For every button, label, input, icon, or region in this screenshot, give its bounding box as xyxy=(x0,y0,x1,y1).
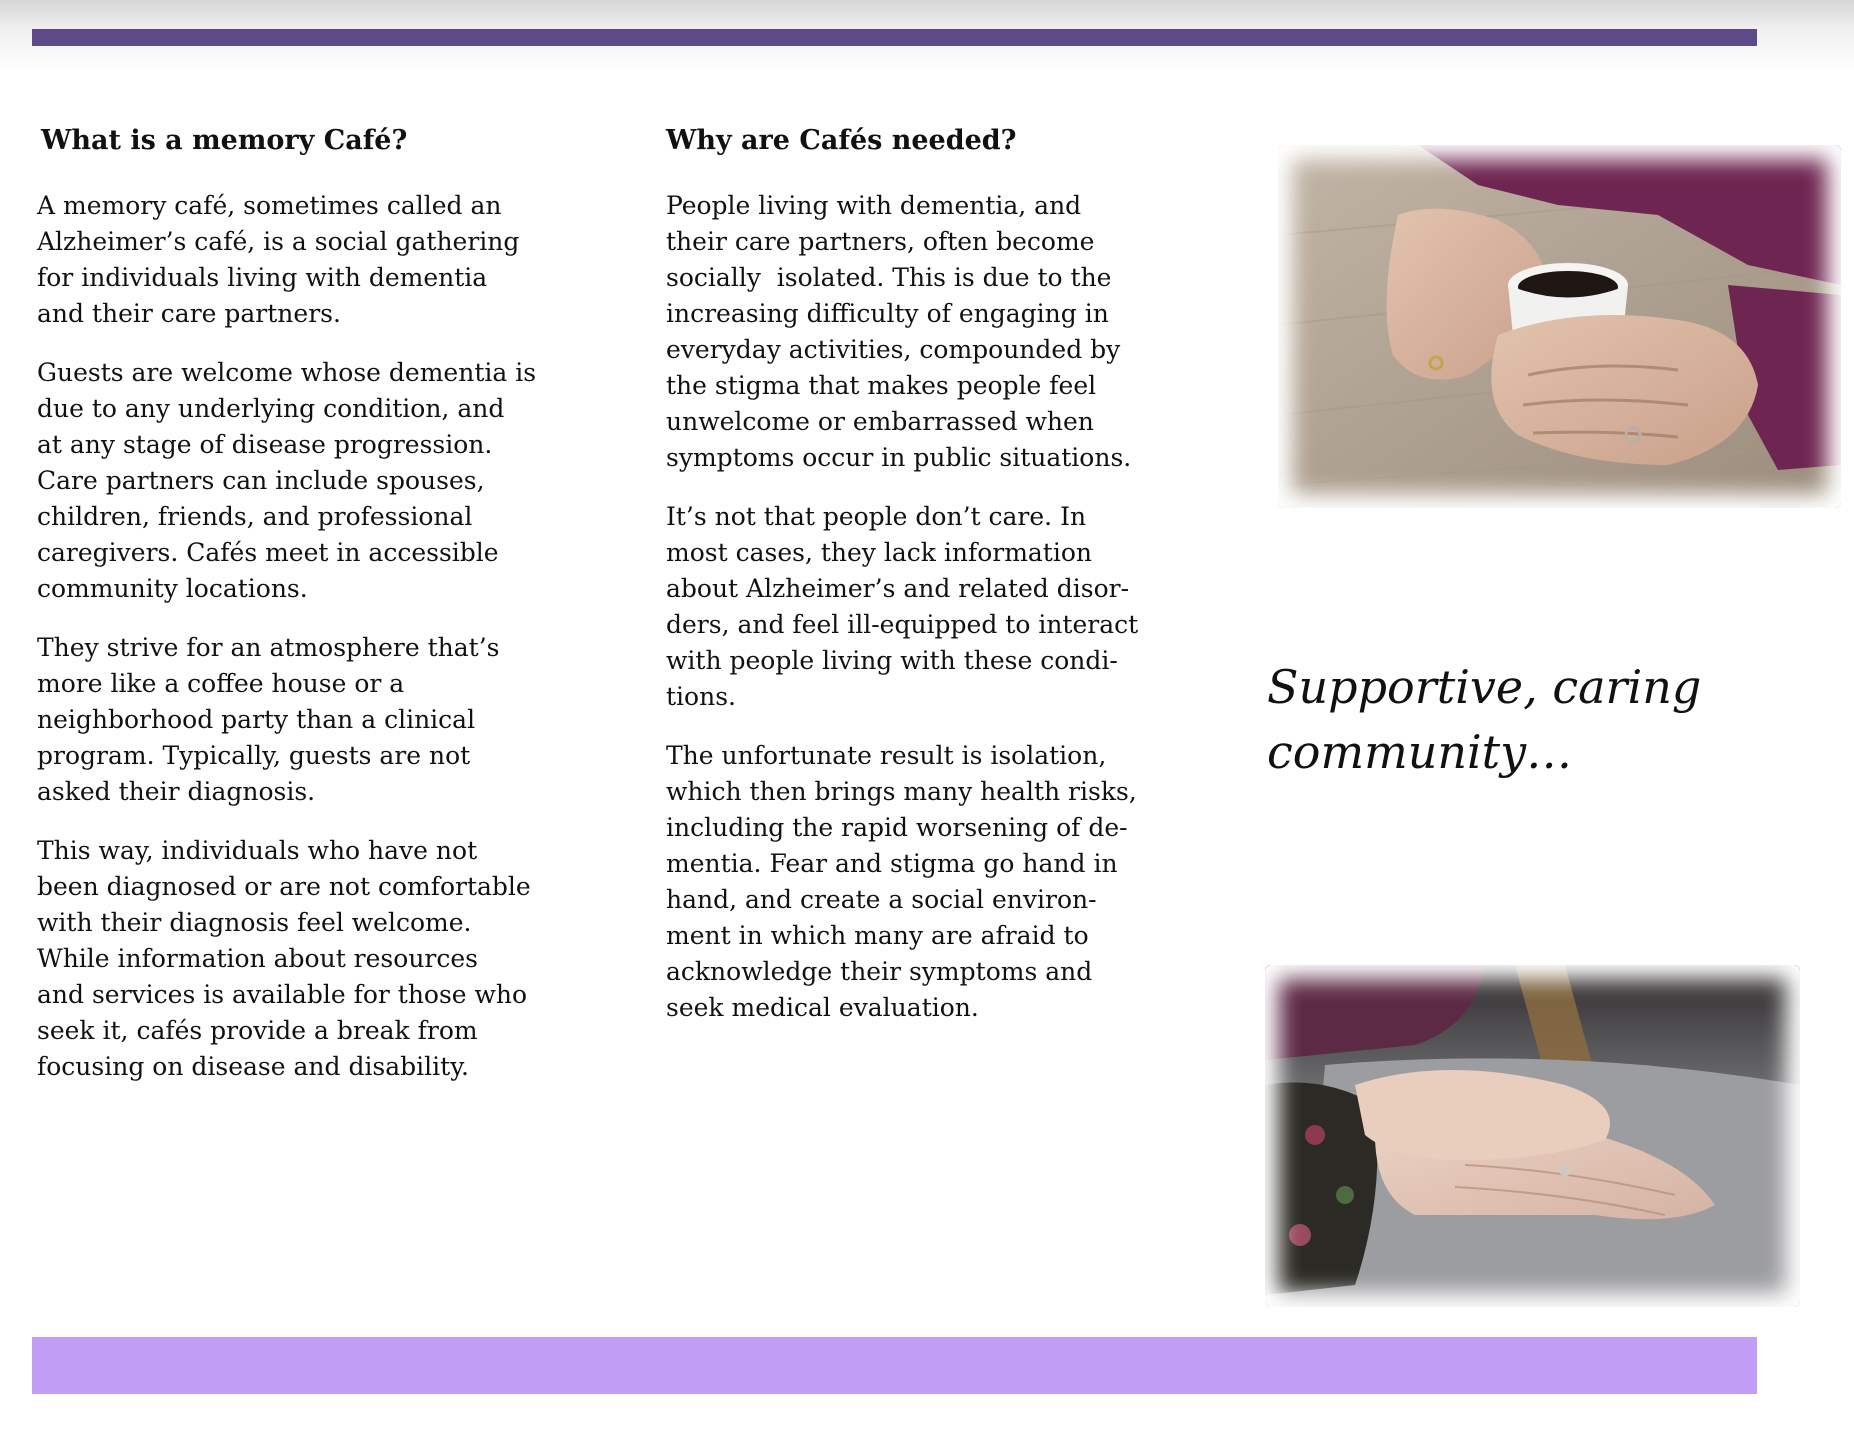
text-line: While information about resources xyxy=(37,944,478,973)
bottom-accent-bar xyxy=(32,1337,1757,1394)
coffee-photo-illustration xyxy=(1278,145,1841,508)
text-line: with people living with these condi- xyxy=(666,646,1118,675)
paragraph xyxy=(37,630,557,810)
text-line: hand, and create a social environ- xyxy=(666,885,1097,914)
text-line: most cases, they lack information xyxy=(666,538,1093,567)
text-line: program. Typically, guests are not xyxy=(37,741,471,770)
text-line: about Alzheimer’s and related disor- xyxy=(666,574,1130,603)
paragraph xyxy=(666,499,1146,715)
photo-comforting-hands xyxy=(1265,965,1800,1307)
paragraph xyxy=(37,188,557,332)
paragraph xyxy=(37,355,557,607)
text-line: seek it, cafés provide a break from xyxy=(37,1016,478,1045)
text-line: Guests are welcome whose dementia is xyxy=(37,358,537,387)
section-heading-why-needed: Why are Cafés needed? xyxy=(666,125,1017,156)
paragraph xyxy=(666,188,1146,476)
text-line: A memory café, sometimes called an xyxy=(37,191,502,220)
text-line: Care partners can include spouses, xyxy=(37,466,485,495)
text-line: caregivers. Cafés meet in accessible xyxy=(37,538,499,567)
text-line: unwelcome or embarrassed when xyxy=(666,407,1094,436)
text-line: everyday activities, compounded by xyxy=(666,335,1121,364)
tagline xyxy=(1267,655,1827,785)
text-line: at any stage of disease progression. xyxy=(37,430,493,459)
text-line: children, friends, and professional xyxy=(37,502,473,531)
text-line: ment in which many are afraid to xyxy=(666,921,1089,950)
text-line: Alzheimer’s café, is a social gathering xyxy=(37,227,520,256)
text-line: been diagnosed or are not comfortable xyxy=(37,872,531,901)
text-line: socially isolated. This is due to the xyxy=(666,263,1112,292)
text-line: increasing difficulty of engaging in xyxy=(666,299,1109,328)
text-line: including the rapid worsening of de- xyxy=(666,813,1128,842)
text-line: focusing on disease and disability. xyxy=(37,1052,469,1081)
text-line: mentia. Fear and stigma go hand in xyxy=(666,849,1118,878)
text-line: which then brings many health risks, xyxy=(666,777,1137,806)
tagline-line: community… xyxy=(1267,725,1573,779)
top-accent-bar xyxy=(32,29,1757,46)
text-line: with their diagnosis feel welcome. xyxy=(37,908,472,937)
tagline-line: Supportive, caring xyxy=(1267,660,1702,714)
text-line: more like a coffee house or a xyxy=(37,669,405,698)
paragraph xyxy=(37,833,557,1085)
text-line: acknowledge their symptoms and xyxy=(666,957,1093,986)
text-line: symptoms occur in public situations. xyxy=(666,443,1132,472)
text-line: and services is available for those who xyxy=(37,980,528,1009)
section-heading-what-is: What is a memory Café? xyxy=(41,125,408,156)
text-line: neighborhood party than a clinical xyxy=(37,705,476,734)
text-line: community locations. xyxy=(37,574,308,603)
text-line: and their care partners. xyxy=(37,299,341,328)
paragraph xyxy=(666,738,1146,1026)
text-line: This way, individuals who have not xyxy=(37,836,478,865)
middle-column xyxy=(666,120,1146,1049)
text-line: due to any underlying condition, and xyxy=(37,394,505,423)
text-line: tions. xyxy=(666,682,736,711)
text-line: the stigma that makes people feel xyxy=(666,371,1097,400)
text-line: asked their diagnosis. xyxy=(37,777,316,806)
text-line: People living with dementia, and xyxy=(666,191,1082,220)
text-line: for individuals living with dementia xyxy=(37,263,488,292)
text-line: It’s not that people don’t care. In xyxy=(666,502,1087,531)
hands-photo-illustration xyxy=(1265,965,1800,1307)
text-line: The unfortunate result is isolation, xyxy=(666,741,1107,770)
text-line: They strive for an atmosphere that’s xyxy=(37,633,500,662)
text-line: seek medical evaluation. xyxy=(666,993,979,1022)
photo-hands-holding-coffee xyxy=(1278,145,1841,508)
text-line: ders, and feel ill-equipped to interact xyxy=(666,610,1139,639)
left-column xyxy=(37,120,557,1108)
text-line: their care partners, often become xyxy=(666,227,1095,256)
